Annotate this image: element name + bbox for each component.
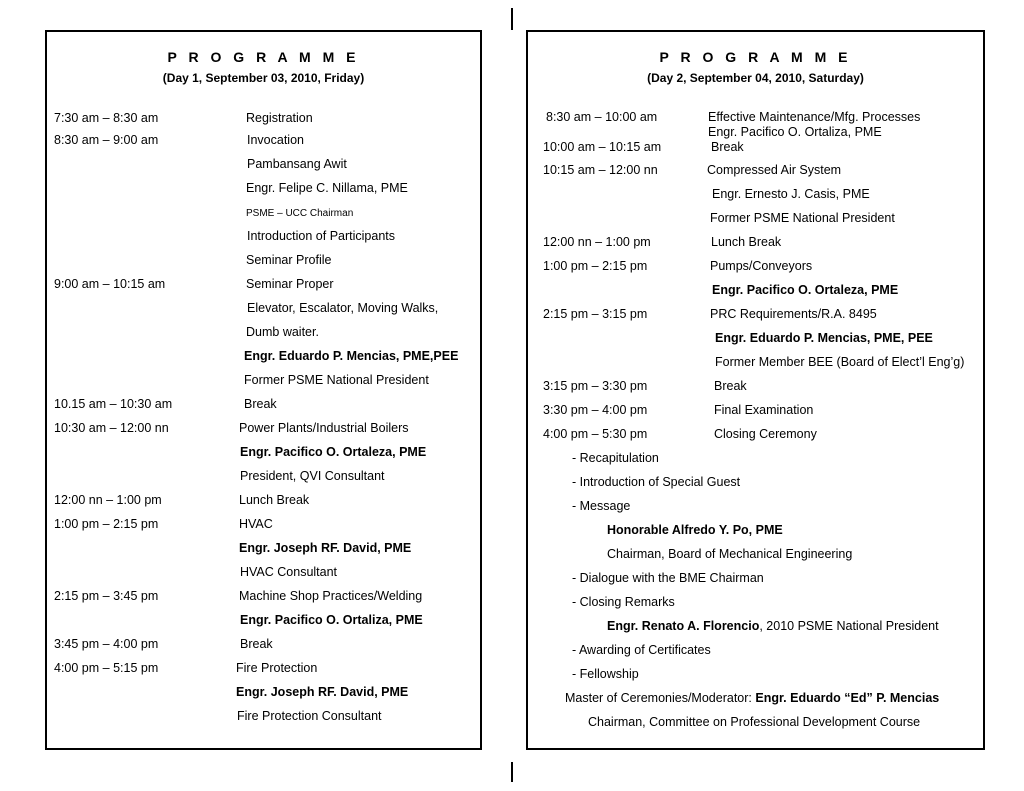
schedule-row <box>47 157 480 173</box>
row-description: PRC Requirements/R.A. 8495 <box>710 307 877 321</box>
row-description: Introduction of Participants <box>247 229 395 243</box>
row-time: 2:15 pm – 3:45 pm <box>54 589 159 603</box>
closing-remarks-line <box>607 619 939 633</box>
row-description: - Introduction of Special Guest <box>572 475 741 489</box>
row-description: Fire Protection Consultant <box>237 709 382 723</box>
schedule-row <box>528 619 983 635</box>
schedule-row <box>528 547 983 563</box>
schedule-row <box>47 253 480 269</box>
schedule-row <box>47 493 480 509</box>
speaker-title: , 2010 PSME National President <box>759 619 939 633</box>
schedule-row <box>528 643 983 659</box>
day2-subtitle: (Day 2, September 04, 2010, Saturday) <box>647 71 864 85</box>
speaker-name: Engr. Pacifico O. Ortaleza, PME <box>240 445 427 459</box>
schedule-row <box>47 325 480 341</box>
schedule-row <box>47 229 480 245</box>
schedule-row <box>47 445 480 461</box>
row-description: - Dialogue with the BME Chairman <box>572 571 764 585</box>
speaker-name: Engr. Pacifico O. Ortaliza, PME <box>240 613 423 627</box>
moderator-line <box>565 691 939 705</box>
schedule-row <box>47 661 480 677</box>
schedule-row <box>528 595 983 611</box>
row-description: Closing Ceremony <box>714 427 817 441</box>
day2-programme-panel <box>526 30 985 750</box>
row-description: Registration <box>246 111 313 125</box>
row-description: Invocation <box>247 133 304 147</box>
speaker-name: Engr. Eduardo P. Mencias, PME, PEE <box>715 331 933 345</box>
row-time: 10:15 am – 12:00 nn <box>543 163 658 177</box>
fold-mark-top <box>511 8 513 30</box>
schedule-row <box>47 637 480 653</box>
schedule-row <box>528 331 983 347</box>
row-description: Machine Shop Practices/Welding <box>239 589 423 603</box>
schedule-row <box>47 133 480 149</box>
row-time: 8:30 am – 10:00 am <box>546 110 658 124</box>
row-description: Break <box>244 397 277 411</box>
row-description: Elevator, Escalator, Moving Walks, <box>247 301 439 315</box>
speaker-name: Engr. Joseph RF. David, PME <box>239 541 412 555</box>
row-description: Chairman, Committee on Professional Development Course <box>588 715 921 729</box>
row-description: Dumb waiter. <box>246 325 319 339</box>
schedule-row <box>528 403 983 419</box>
row-description: Seminar Profile <box>246 253 332 267</box>
speaker-name: Engr. Renato A. Florencio <box>607 619 760 633</box>
row-time: 10:00 am – 10:15 am <box>543 140 662 154</box>
moderator-name: Engr. Eduardo “Ed” P. Mencias <box>755 691 940 705</box>
moderator-label: Master of Ceremonies/Moderator: <box>565 691 752 705</box>
row-time: 3:30 pm – 4:00 pm <box>543 403 648 417</box>
row-description: Break <box>714 379 747 393</box>
schedule-row <box>528 691 983 707</box>
row-description: Break <box>711 140 744 154</box>
schedule-row <box>47 111 480 127</box>
schedule-row <box>528 667 983 683</box>
row-time: 12:00 nn – 1:00 pm <box>543 235 651 249</box>
row-time: 10:30 am – 12:00 nn <box>54 421 169 435</box>
schedule-row <box>528 499 983 515</box>
schedule-row <box>47 565 480 581</box>
row-description: Engr. Pacifico O. Ortaliza, PME <box>708 125 882 139</box>
schedule-row <box>528 259 983 275</box>
row-description: - Recapitulation <box>572 451 659 465</box>
schedule-row <box>47 277 480 293</box>
row-description: Compressed Air System <box>707 163 842 177</box>
day1-title: P R O G R A M M E <box>167 49 360 65</box>
speaker-name: Honorable Alfredo Y. Po, PME <box>607 523 783 537</box>
schedule-row <box>528 379 983 395</box>
schedule-row <box>528 283 983 299</box>
schedule-row <box>47 589 480 605</box>
row-description: Engr. Ernesto J. Casis, PME <box>712 187 870 201</box>
row-time: 7:30 am – 8:30 am <box>54 111 159 125</box>
row-description: Fire Protection <box>236 661 318 675</box>
row-description: Chairman, Board of Mechanical Engineering <box>607 547 853 561</box>
row-description: Effective Maintenance/Mfg. Processes <box>708 110 921 124</box>
day1-programme-panel <box>45 30 482 750</box>
row-time: 4:00 pm – 5:15 pm <box>54 661 159 675</box>
row-description: Engr. Felipe C. Nillama, PME <box>246 181 408 195</box>
row-description: Former Member BEE (Board of Elect’l Eng’g) <box>715 355 965 369</box>
schedule-row <box>47 373 480 389</box>
row-time: 3:15 pm – 3:30 pm <box>543 379 648 393</box>
row-time: 12:00 nn – 1:00 pm <box>54 493 162 507</box>
row-time: 1:00 pm – 2:15 pm <box>543 259 648 273</box>
schedule-row <box>47 709 480 725</box>
schedule-row <box>47 541 480 557</box>
schedule-row <box>528 110 983 126</box>
speaker-name: Engr. Joseph RF. David, PME <box>236 685 409 699</box>
row-description: Final Examination <box>714 403 814 417</box>
row-time: 2:15 pm – 3:15 pm <box>543 307 648 321</box>
row-time: 9:00 am – 10:15 am <box>54 277 166 291</box>
row-description: Break <box>240 637 273 651</box>
schedule-row <box>528 451 983 467</box>
row-description: - Awarding of Certificates <box>572 643 711 657</box>
speaker-name: Engr. Eduardo P. Mencias, PME,PEE <box>244 349 459 363</box>
schedule-row <box>528 163 983 179</box>
day1-subtitle: (Day 1, September 03, 2010, Friday) <box>162 71 365 85</box>
schedule-row <box>47 613 480 629</box>
schedule-row <box>528 187 983 203</box>
row-time: 1:00 pm – 2:15 pm <box>54 517 159 531</box>
row-description: Former PSME National President <box>710 211 895 225</box>
row-description: - Closing Remarks <box>572 595 675 609</box>
row-description: PSME – UCC Chairman <box>246 208 354 219</box>
schedule-row <box>47 301 480 317</box>
row-description: Former PSME National President <box>244 373 429 387</box>
schedule-row <box>528 211 983 227</box>
schedule-row <box>528 125 983 141</box>
schedule-row <box>528 571 983 587</box>
schedule-row <box>528 475 983 491</box>
row-description: Lunch Break <box>711 235 782 249</box>
row-description: President, QVI Consultant <box>240 469 385 483</box>
row-time: 4:00 pm – 5:30 pm <box>543 427 648 441</box>
schedule-row <box>47 469 480 485</box>
schedule-row <box>47 517 480 533</box>
row-description: - Fellowship <box>572 667 639 681</box>
schedule-row <box>528 523 983 539</box>
schedule-row <box>47 208 480 224</box>
row-time: 10.15 am – 10:30 am <box>54 397 173 411</box>
schedule-row <box>528 355 983 371</box>
schedule-row <box>528 715 983 731</box>
row-description: HVAC <box>239 517 273 531</box>
schedule-row <box>47 397 480 413</box>
row-description: Pumps/Conveyors <box>710 259 813 273</box>
row-time: 3:45 pm – 4:00 pm <box>54 637 159 651</box>
row-description: Seminar Proper <box>246 277 334 291</box>
schedule-row <box>528 427 983 443</box>
schedule-row <box>528 235 983 251</box>
fold-mark-bottom <box>511 762 513 782</box>
schedule-row <box>47 181 480 197</box>
schedule-row <box>47 421 480 437</box>
speaker-name: Engr. Pacifico O. Ortaleza, PME <box>712 283 899 297</box>
schedule-row <box>47 349 480 365</box>
row-description: Pambansang Awit <box>247 157 347 171</box>
schedule-row <box>47 685 480 701</box>
row-description: Power Plants/Industrial Boilers <box>239 421 409 435</box>
day2-title: P R O G R A M M E <box>659 49 852 65</box>
schedule-row <box>528 140 983 156</box>
row-description: - Message <box>572 499 631 513</box>
row-description: HVAC Consultant <box>240 565 338 579</box>
schedule-row <box>528 307 983 323</box>
row-time: 8:30 am – 9:00 am <box>54 133 159 147</box>
row-description: Lunch Break <box>239 493 310 507</box>
